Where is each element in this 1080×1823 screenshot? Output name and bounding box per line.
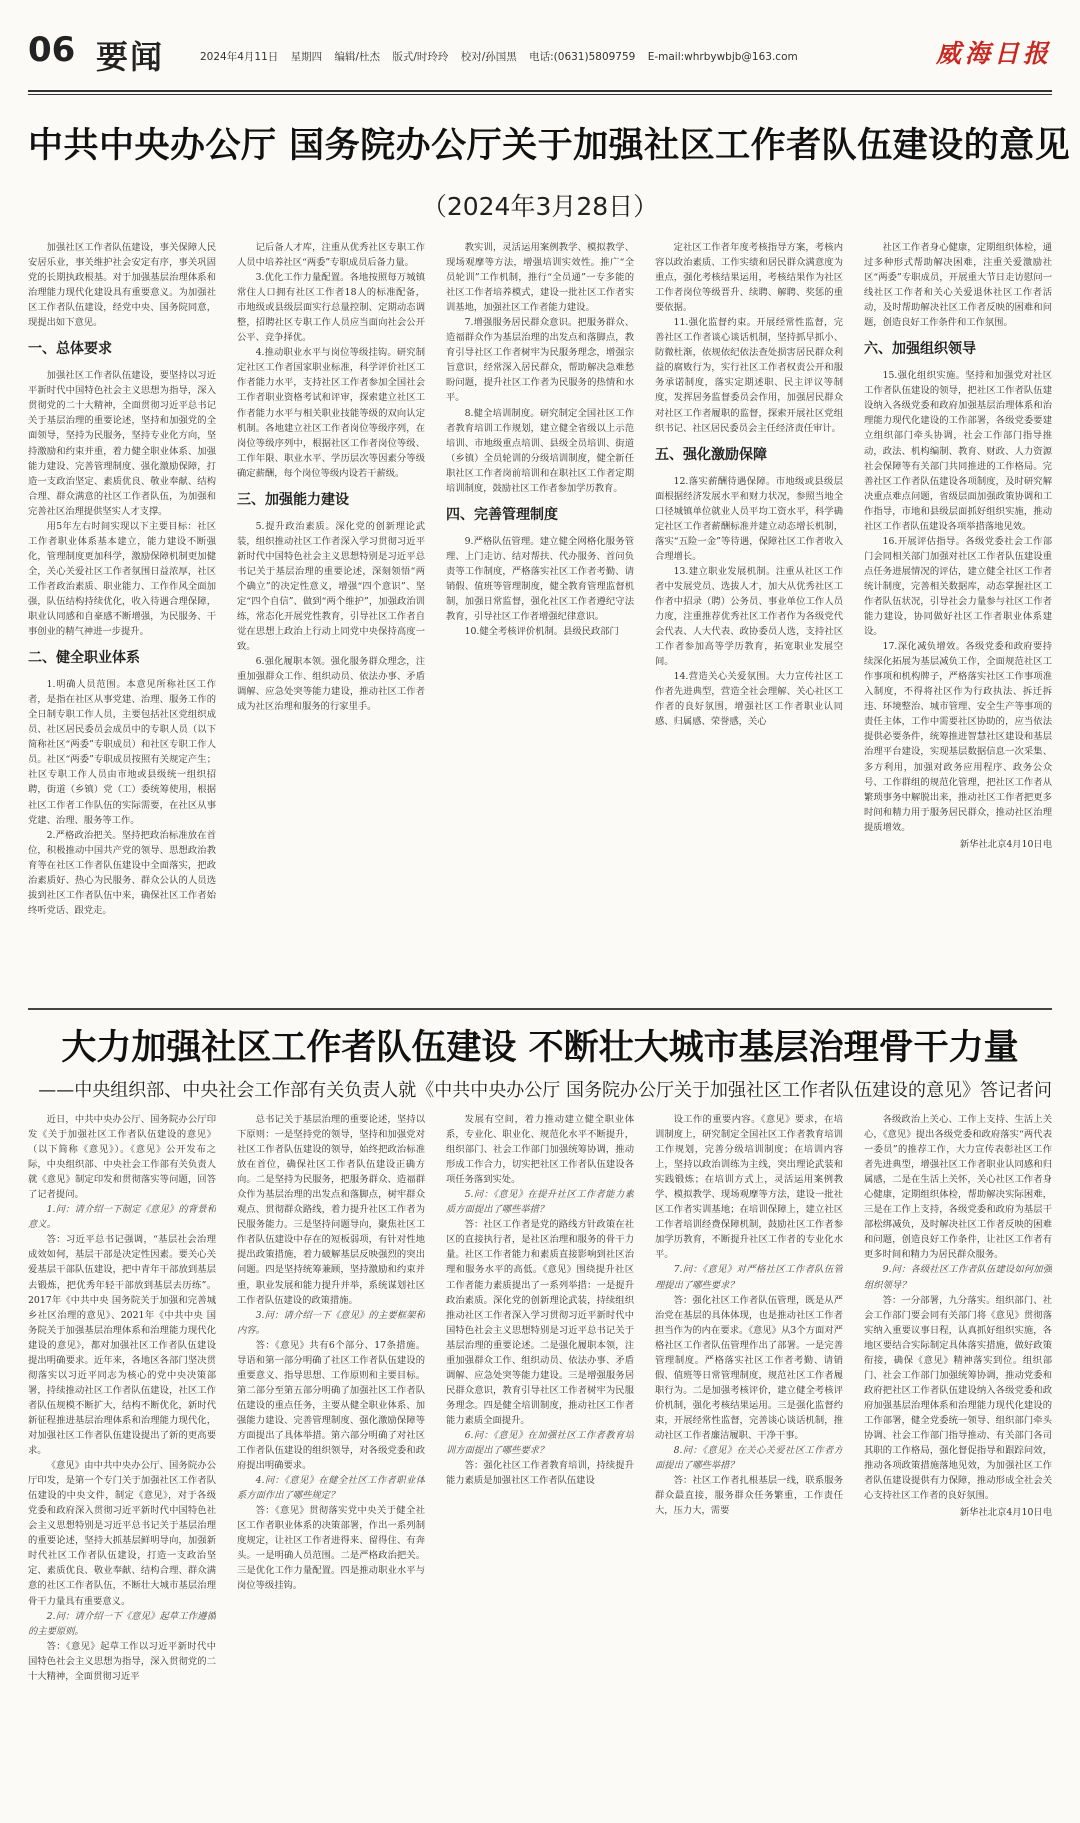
paragraph: 定社区工作者年度考核指导方案，考核内容以政治素质、工作实绩和居民群众满意度为重点，强化考核结果运用，考核结果作为社区工作者岗位等级晋升、续聘、解聘、奖惩的重要依据。 — [655, 242, 843, 314]
paragraph: 17.深化减负增效。各级党委和政府要持续深化拓展为基层减负工作，全面规范社区工作事项和机构牌子，严格落实社区工作事项准入制度，不得将社区作为行政执法、拆迁拆违、环境整治、城市管理、安全生产等事项的责任主体，工作中需要社区协助的，应当依法提供必要条件，统筹推进智慧社区建设和基层治理平台建设，实现基层数据信息一次采集、多方利用，加强对政务应用程序、政务公众号、工作群组的规范化管理，把社区工作者从繁琐事务中解脱出来，推动社区工作者把更多时间和精力用于服务居民群众，推动社区治理提质增效。 — [864, 641, 1052, 833]
weekday: 星期四 — [290, 51, 323, 63]
paragraph: 各级政治上关心、工作上支持、生活上关心，《意见》提出各级党委和政府落实“两代表一委员”的推荐工作，大力宣传表彰社区工作者先进典型，增强社区工作者职业认同感和归属感，二是在生活上关怀，关心社区工作者身心健康，定期组织体检，帮助解决实际困难，三是在工作上支持，各级党委和政府为基层干部松绑减负，及时解决社区工作者反映的困难和问题，创造良好工作条件，让社区工作者有更多时间和精力为居民群众服务。 — [864, 1114, 1052, 1261]
article2-column — [446, 1112, 634, 1818]
interview-question: 1.问：请介绍一下制定《意见》的背景和意义。 — [28, 1204, 216, 1231]
header-rule — [28, 90, 1052, 92]
paragraph: 答：《意见》起草工作以习近平新时代中国特色社会主义思想为指导，深入贯彻党的二十大精神，全面贯彻习近平 — [28, 1640, 216, 1682]
paragraph: 答：强化社区工作者队伍管理，既是从严治党在基层的具体体现，也是推动社区工作者担当作为的内在要求。《意见》从3个方面对严格社区工作者队伍管理作出了部署。一是完善管理制度。严格落实社区工作者考勤、请销假、值班等日常管理制度，规范社区工作者履职行为。二是加强考核评价，建立健全考核评价机制，强化考核结果运用。三是强化监督约束，开展经常性监督，完善谈心谈话机制，推动社区工作者廉洁履职、干净干事。 — [655, 1294, 843, 1441]
editor: 编辑/杜杰 — [334, 51, 380, 63]
article2-title: 大力加强社区工作者队伍建设 不断壮大城市基层治理骨干力量 — [61, 1027, 1019, 1068]
proofreader: 校对/孙国黑 — [460, 51, 517, 63]
paragraph: 6.强化履职本领。强化服务群众理念，注重加强群众工作、组织动员、依法办事、矛盾调解、应急处突等能力建设，推动社区工作者成为社区治理和服务的行家里手。 — [237, 656, 425, 713]
paragraph: 4.推动职业水平与岗位等级挂钩。研究制定社区工作者国家职业标准，科学评价社区工作者能力水平，支持社区工作者参加全国社会工作者职业资格考试和评审，探索建立社区工作者能力水平与相关职业技能等级的双向认定机制。各地建立社区工作者岗位等级序列，在岗位等级序列中，根据社区工作者岗位等级、工作年限、职业水平、学历层次等因素分等级确定薪酬，每个岗位等级内设若干薪级。 — [237, 347, 425, 479]
paragraph: 加强社区工作者队伍建设，要坚持以习近平新时代中国特色社会主义思想为指导，深入贯彻党的二十大精神，全面贯彻习近平总书记关于基层治理的重要论述，坚持和加强党的全面领导，坚持为民服务，坚持专业化方向，坚持激励和约束并重，着力健全职业体系、加强能力建设、完善管理制度、强化激励保障，打造一支政治坚定、素质优良、敬业奉献、结构合理、群众满意的社区工作者队伍，为加强和完善社区治理提供坚实人才支撑。 — [28, 370, 216, 517]
paragraph: 教实训，灵活运用案例教学、模拟教学、现场观摩等方法，增强培训实效性。推广“全员轮训”工作机制，推行“全员通”一专多能的社区工作者培养模式，建设一批社区工作者实训基地，加强社区工作者能力建设。 — [446, 242, 634, 314]
article2-column — [655, 1112, 843, 1818]
section-heading: 二、健全职业体系 — [28, 650, 140, 667]
paragraph: 9.严格队伍管理。建立健全网格化服务管理、上门走访、结对帮扶、代办服务、首问负责等工作制度，严格落实社区工作者考勤、请销假、值班等管理制度，健全教育管理监督机制，加强日常监督，强化社区工作者遵纪守法教育，引导社区工作者增强纪律意识。 — [446, 535, 634, 623]
article1-body — [28, 240, 1052, 1000]
article2-subtitle: ——中央组织部、中央社会工作部有关负责人就《中共中央办公厅 国务院办公厅关于加强社区工作者队伍建设的意见》答记者问 — [38, 1080, 1052, 1101]
dateline: 新华社北京4月10日电 — [959, 1507, 1052, 1519]
email: E-mail:whrbywbjb@163.com — [647, 51, 798, 63]
paragraph: 15.强化组织实施。坚持和加强党对社区工作者队伍建设的领导，把社区工作者队伍建设纳入各级党委和政府加强基层治理体系和治理能力现代化建设的工作部署，各级党委要建立组织部门牵头协调，社会工作部门指导推动，政法、机构编制、教育、财政、人力资源社会保障等有关部门共同推进的工作格局。完善社区工作者队伍建设各项制度，及时研究解决重点难点问题，省级层面加强政策协调和工作指导，市地和县级层面抓好组织实施，推动社区工作者队伍建设各项举措落地见效。 — [864, 370, 1052, 532]
paragraph: 答：强化社区工作者教育培训，持续提升能力素质是加强社区工作者队伍建设 — [446, 1460, 634, 1487]
paragraph: 总书记关于基层治理的重要论述，坚持以下原则：一是坚持党的领导，坚持和加强党对社区工作者队伍建设的领导，始终把政治标准放在首位，确保社区工作者队伍建设正确方向。二是坚持为民服务，把服务群众、造福群众作为基层治理的出发点和落脚点，树牢群众观点、贯彻群众路线，着力提升社区工作者为民服务能力。三是坚持问题导向，聚焦社区工作者队伍建设中存在的短板弱项，有针对性地提出政策措施，着力破解基层反映强烈的突出问题。四是坚持统筹兼顾，坚持激励和约束并重，职业发展和能力提升并举，系统谋划社区工作者队伍建设的政策措施。 — [237, 1114, 425, 1306]
paragraph: 7.增强服务居民群众意识。把服务群众、造福群众作为基层治理的出发点和落脚点，教育引导社区工作者树牢为民服务理念，增强宗旨意识，经常深入居民群众，帮助解决急难愁盼问题，提升社区工作者为民服务的热情和水平。 — [446, 317, 634, 404]
page-meta — [200, 49, 807, 64]
paragraph: 8.健全培训制度。研究制定全国社区工作者教育培训工作规划，建立健全省级以上示范培训、市地级重点培训、县级全员培训、街道（乡镇）全员轮训的分级培训制度，健全新任职社区工作者岗前培训和在职社区工作者定期培训制度，鼓励社区工作者参加学历教育。 — [446, 407, 634, 494]
paragraph: 社区工作者身心健康，定期组织体检，通过多种形式帮助解决困难，注重关爱激励社区“两委”专职成员，开展重大节日走访慰问一线社区工作者和关心关爱退休社区工作者活动，及时帮助解决社区工作者反映的困难和问题，创造良好工作条件和工作氛围。 — [864, 242, 1052, 329]
page-header — [0, 0, 1080, 98]
article1-column — [864, 240, 1052, 1000]
interview-question: 4.问：《意见》在健全社区工作者职业体系方面作出了哪些规定？ — [237, 1475, 425, 1502]
paragraph: 13.建立职业发展机制。注重从社区工作者中发展党员、选拔人才，加大从优秀社区工作者中招录（聘）公务员、事业单位工作人员力度，注重推荐优秀社区工作者作为各级党代会代表、人大代表、政协委员人选，支持社区工作者参加高等学历教育，拓宽职业发展空间。 — [655, 565, 843, 668]
section-heading: 五、强化激励保障 — [655, 446, 767, 463]
section-title: 要闻 — [96, 38, 165, 76]
paragraph: 2.严格政治把关。坚持把政治标准放在首位，积极推动中国共产党的领导、思想政治教育等在社区工作者队伍建设中全面落实，把政治素质好、热心为民服务、群众公认的人员选拔到社区工作者队伍中来，确保社区工作者始终听党话、跟党走。 — [28, 829, 216, 916]
article1-column — [446, 240, 634, 1000]
article1-column — [28, 240, 216, 1000]
paragraph: 答：社区工作者扎根基层一线，联系服务群众最直接，服务群众任务繁重，工作责任大，压力大，需要 — [655, 1475, 843, 1517]
paragraph: 16.开展评估指导。各级党委社会工作部门会同相关部门加强对社区工作者队伍建设重点任务进展情况的评估，建立健全社区工作者统计制度，完善相关数据库，动态掌握社区工作者队伍状况，引导社会力量参与社区工作者能力建设，协同做好社区工作者职业体系建设。 — [864, 535, 1052, 638]
paragraph: 5.提升政治素质。深化党的创新理论武装，组织推动社区工作者深入学习贯彻习近平新时代中国特色社会主义思想特别是习近平总书记关于基层治理的重要论述，深刻领悟“两个确立”的决定性意义，增强“四个意识”、坚定“四个自信”、做到“两个维护”，加强政治训练，常态化开展党性教育，引导社区工作者自觉在思想上政治上行动上同党中央保持高度一致。 — [237, 520, 425, 653]
article2-column — [864, 1112, 1052, 1818]
article1-date: （2024年3月28日） — [421, 192, 659, 221]
paragraph: 10.健全考核评价机制。县级民政部门 — [464, 626, 619, 638]
interview-question: 3.问：请介绍一下《意见》的主要框架和内容。 — [237, 1309, 425, 1336]
dateline: 新华社北京4月10日电 — [959, 838, 1052, 850]
paragraph: 设工作的重要内容。《意见》要求，在培训制度上，研究制定全国社区工作者教育培训工作规划，完善分级培训制度；在培训内容上，坚持以政治训练为主线，突出理论武装和实践锻炼；在培训方式上，灵活运用案例教学、模拟教学、现场观摩等方法，建设一批社区工作者实训基地；在培训保障上，建立社区工作者培训经费保障机制，鼓励社区工作者参加学历教育，不断提升社区工作者的专业化水平。 — [655, 1114, 843, 1261]
paragraph: 答：《意见》共有6个部分、17条措施。导语和第一部分明确了社区工作者队伍建设的重要意义、指导思想、工作原则和主要目标。第二部分至第五部分明确了加强社区工作者队伍建设的重点任务，主要从健全职业体系、加强能力建设、完善管理制度、强化激励保障等方面提出了具体举措。第六部分明确了对社区工作者队伍建设的组织领导，对各级党委和政府提出明确要求。 — [237, 1339, 425, 1472]
article-separator — [28, 1008, 1052, 1010]
interview-question: 9.问：各级社区工作者队伍建设如何加强组织领导？ — [864, 1264, 1052, 1291]
paragraph: 答：一分部署，九分落实。组织部门、社会工作部门要会同有关部门将《意见》贯彻落实纳入重要议事日程，认真抓好组织实施，各地区要结合实际制定具体落实措施，做好政策衔接，确保《意见》精神落实到位。组织部门、社会工作部门加强统筹协调，推动党委和政府把社区工作者队伍建设纳入各级党委和政府加强基层治理体系和治理能力现代化建设的工作部署，健全党委统一领导、组织部门牵头协调、社会工作部门指导推动、有关部门各司其职的工作格局，强化督促指导和跟踪问效，推动各项政策措施落地见效，为加强社区工作者队伍建设提供有力保障，推动形成全社会关心支持社区工作者的良好氛围。 — [864, 1294, 1052, 1502]
paragraph: 用5年左右时间实现以下主要目标：社区工作者职业体系基本建立，能力建设不断强化，管理制度更加科学，激励保障机制更加健全，关心关爱社区工作者氛围日益浓厚，社区工作者政治素质、职业能力、工作作风全面加强，队伍结构持续优化，收入待遇合理保障，职业认同感和自豪感不断增强，为民服务、干事创业的精气神进一步提升。 — [28, 520, 216, 638]
phone: 电话:(0631)5809759 — [529, 51, 636, 63]
newspaper-logo: 威海日报 — [935, 39, 1052, 68]
paragraph: 《意见》由中共中央办公厅、国务院办公厅印发，是第一个专门关于加强社区工作者队伍建设的中央文件，制定《意见》，对于各级党委和政府深入贯彻习近平新时代中国特色社会主义思想特别是习近平总书记关于基层治理的重要论述，坚持大抓基层鲜明导向，加强新时代社区工作者队伍建设，打造一支政治坚定、素质优良、敬业奉献、结构合理、群众满意的社区工作者队伍，不断壮大城市基层治理骨干力量具有重要意义。 — [28, 1460, 216, 1607]
paragraph: 答：社区工作者是党的路线方针政策在社区的直接执行者，是社区治理和服务的骨干力量。社区工作者能力和素质直接影响到社区治理和服务水平的高低。《意见》围绕提升社区工作者能力素质提出了一系列举措：一是提升政治素质。深化党的创新理论武装，持续组织推动社区工作者深入学习贯彻习近平新时代中国特色社会主义思想特别是习近平总书记关于基层治理的重要论述。二是强化履职本领，注重加强群众工作、组织动员、依法办事、矛盾调解、应急处突等能力建设。三是增强服务居民群众意识，教育引导社区工作者树牢为民服务理念。四是健全培训制度，推动社区工作者能力素质全面提升。 — [446, 1219, 634, 1426]
section-heading: 三、加强能力建设 — [237, 491, 349, 508]
paragraph: 近日，中共中央办公厅、国务院办公厅印发《关于加强社区工作者队伍建设的意见》（以下简称《意见》）。《意见》公开发布之际，中央组织部、中央社会工作部有关负责人就《意见》制定印发和贯彻落实等问题，回答了记者提问。 — [28, 1114, 216, 1201]
paragraph: 加强社区工作者队伍建设，事关保障人民安居乐业，事关维护社会安定有序，事关巩固党的长期执政根基。对于加强基层治理体系和治理能力现代化建设具有重要意义。为加强社区工作者队伍建设，经党中央、国务院同意，现提出如下意见。 — [28, 242, 216, 329]
article1-column — [237, 240, 425, 1000]
page-number: 06 — [28, 30, 76, 70]
paragraph: 答：《意见》贯彻落实党中央关于健全社区工作者职业体系的决策部署，作出一系列制度规定，让社区工作者进得来、留得住、有奔头。一是明确人员范围。二是严格政治把关。三是优化工作力量配置。四是推动职业水平与岗位等级挂钩。 — [237, 1505, 425, 1592]
interview-question: 8.问：《意见》在关心关爱社区工作者方面提出了哪些举措？ — [655, 1445, 843, 1472]
paragraph: 答：习近平总书记强调，“基层社会治理成效如何，基层干部是决定性因素。要关心关爱基层干部队伍建设，把中青年干部放到基层去锻炼，把优秀年轻干部放到基层去历练”。2017年《中共中央 国务院关于加强和完善城乡社区治理的意见》、2021年《中共中央 国务院关于加强基层治理体系和治理能力现代化建设的意见》，都对加强社区工作者队伍建设提出明确要求。近年来，各地区各部门坚决贯彻落实以习近平同志为核心的党中央决策部署，持续推动社区工作者队伍建设，社区工作者队伍规模不断扩大，结构不断优化，新时代新征程推进基层治理体系和治理能力现代化，对加强社区工作者队伍建设提出了新的更高要求。 — [28, 1234, 216, 1457]
section-heading: 一、总体要求 — [28, 341, 112, 358]
interview-question: 6.问：《意见》在加强社区工作者教育培训方面提出了哪些要求？ — [446, 1429, 634, 1457]
paragraph: 发展有空间，着力推动建立健全职业体系，专业化、职业化、规范化水平不断提升，组织部门、社会工作部门加强统筹协调，推动形成工作合力，切实把社区工作者队伍建设各项任务落到实处。 — [446, 1114, 634, 1186]
paragraph: 12.落实薪酬待遇保障。市地级或县级层面根据经济发展水平和财力状况，参照当地全口径城镇单位就业人员平均工资水平，科学确定社区工作者薪酬标准并建立动态增长机制，落实“五险一金”等待遇，保障社区工作者收入合理增长。 — [655, 475, 843, 562]
header-rule-thin — [28, 94, 1052, 95]
issue-date: 2024年4月11日 — [200, 51, 279, 63]
designer: 版式/时玲玲 — [392, 51, 449, 63]
interview-question: 7.问：《意见》对严格社区工作者队伍管理提出了哪些要求？ — [655, 1264, 843, 1291]
paragraph: 3.优化工作力量配置。各地按照每万城镇常住人口拥有社区工作者18人的标准配备，市地级或县级层面实行总量控制、定期动态调整，招聘社区专职工作人员应当面向社会公开公平、竞争择优。 — [237, 272, 425, 344]
interview-question: 2.问：请介绍一下《意见》起草工作遵循的主要原则。 — [28, 1610, 216, 1637]
article2-body — [28, 1112, 1052, 1818]
paragraph: 11.强化监督约束。开展经常性监督，完善社区工作者谈心谈话机制，坚持抓早抓小、防微杜渐，依规依纪依法查处损害居民群众利益的腐败行为，实行社区工作者权责公开和服务承诺制度，落实定期述职、民主评议等制度，发挥居务监督委员会作用，加强居民群众对社区工作者履职的监督，探索开展社区党组织书记、社区居民委员会主任经济责任审计。 — [655, 317, 843, 434]
article2-column — [28, 1112, 216, 1818]
paragraph: 1.明确人员范围。本意见所称社区工作者，是指在社区从事党建、治理、服务工作的全日制专职工作人员，主要包括社区党组织成员、社区居民委员会成员中的专职人员（以下简称社区“两委”专职成员）和社区专职工作人员。社区“两委”专职成员按照有关规定产生；社区专职工作人员由市地或县级统一组织招聘，街道（乡镇）党（工）委统筹使用，根据社区工作者工作队伍的实际需要，在社区从事党建、治理、服务等工作。 — [28, 679, 216, 826]
article1-column — [655, 240, 843, 1000]
section-heading: 六、加强组织领导 — [864, 341, 976, 358]
article2-column — [237, 1112, 425, 1818]
paragraph: 14.营造关心关爱氛围。大力宣传社区工作者先进典型，营造全社会理解、关心社区工作者的良好氛围，增强社区工作者职业认同感、归属感、荣誉感，关心 — [655, 671, 843, 728]
section-heading: 四、完善管理制度 — [446, 506, 558, 523]
interview-question: 5.问：《意见》在提升社区工作者能力素质方面提出了哪些举措？ — [446, 1189, 634, 1216]
paragraph: 记后备人才库，注重从优秀社区专职工作人员中培养社区“两委”专职成员后备力量。 — [237, 242, 425, 269]
article1-title: 中共中央办公厅 国务院办公厅关于加强社区工作者队伍建设的意见 — [28, 125, 1071, 166]
